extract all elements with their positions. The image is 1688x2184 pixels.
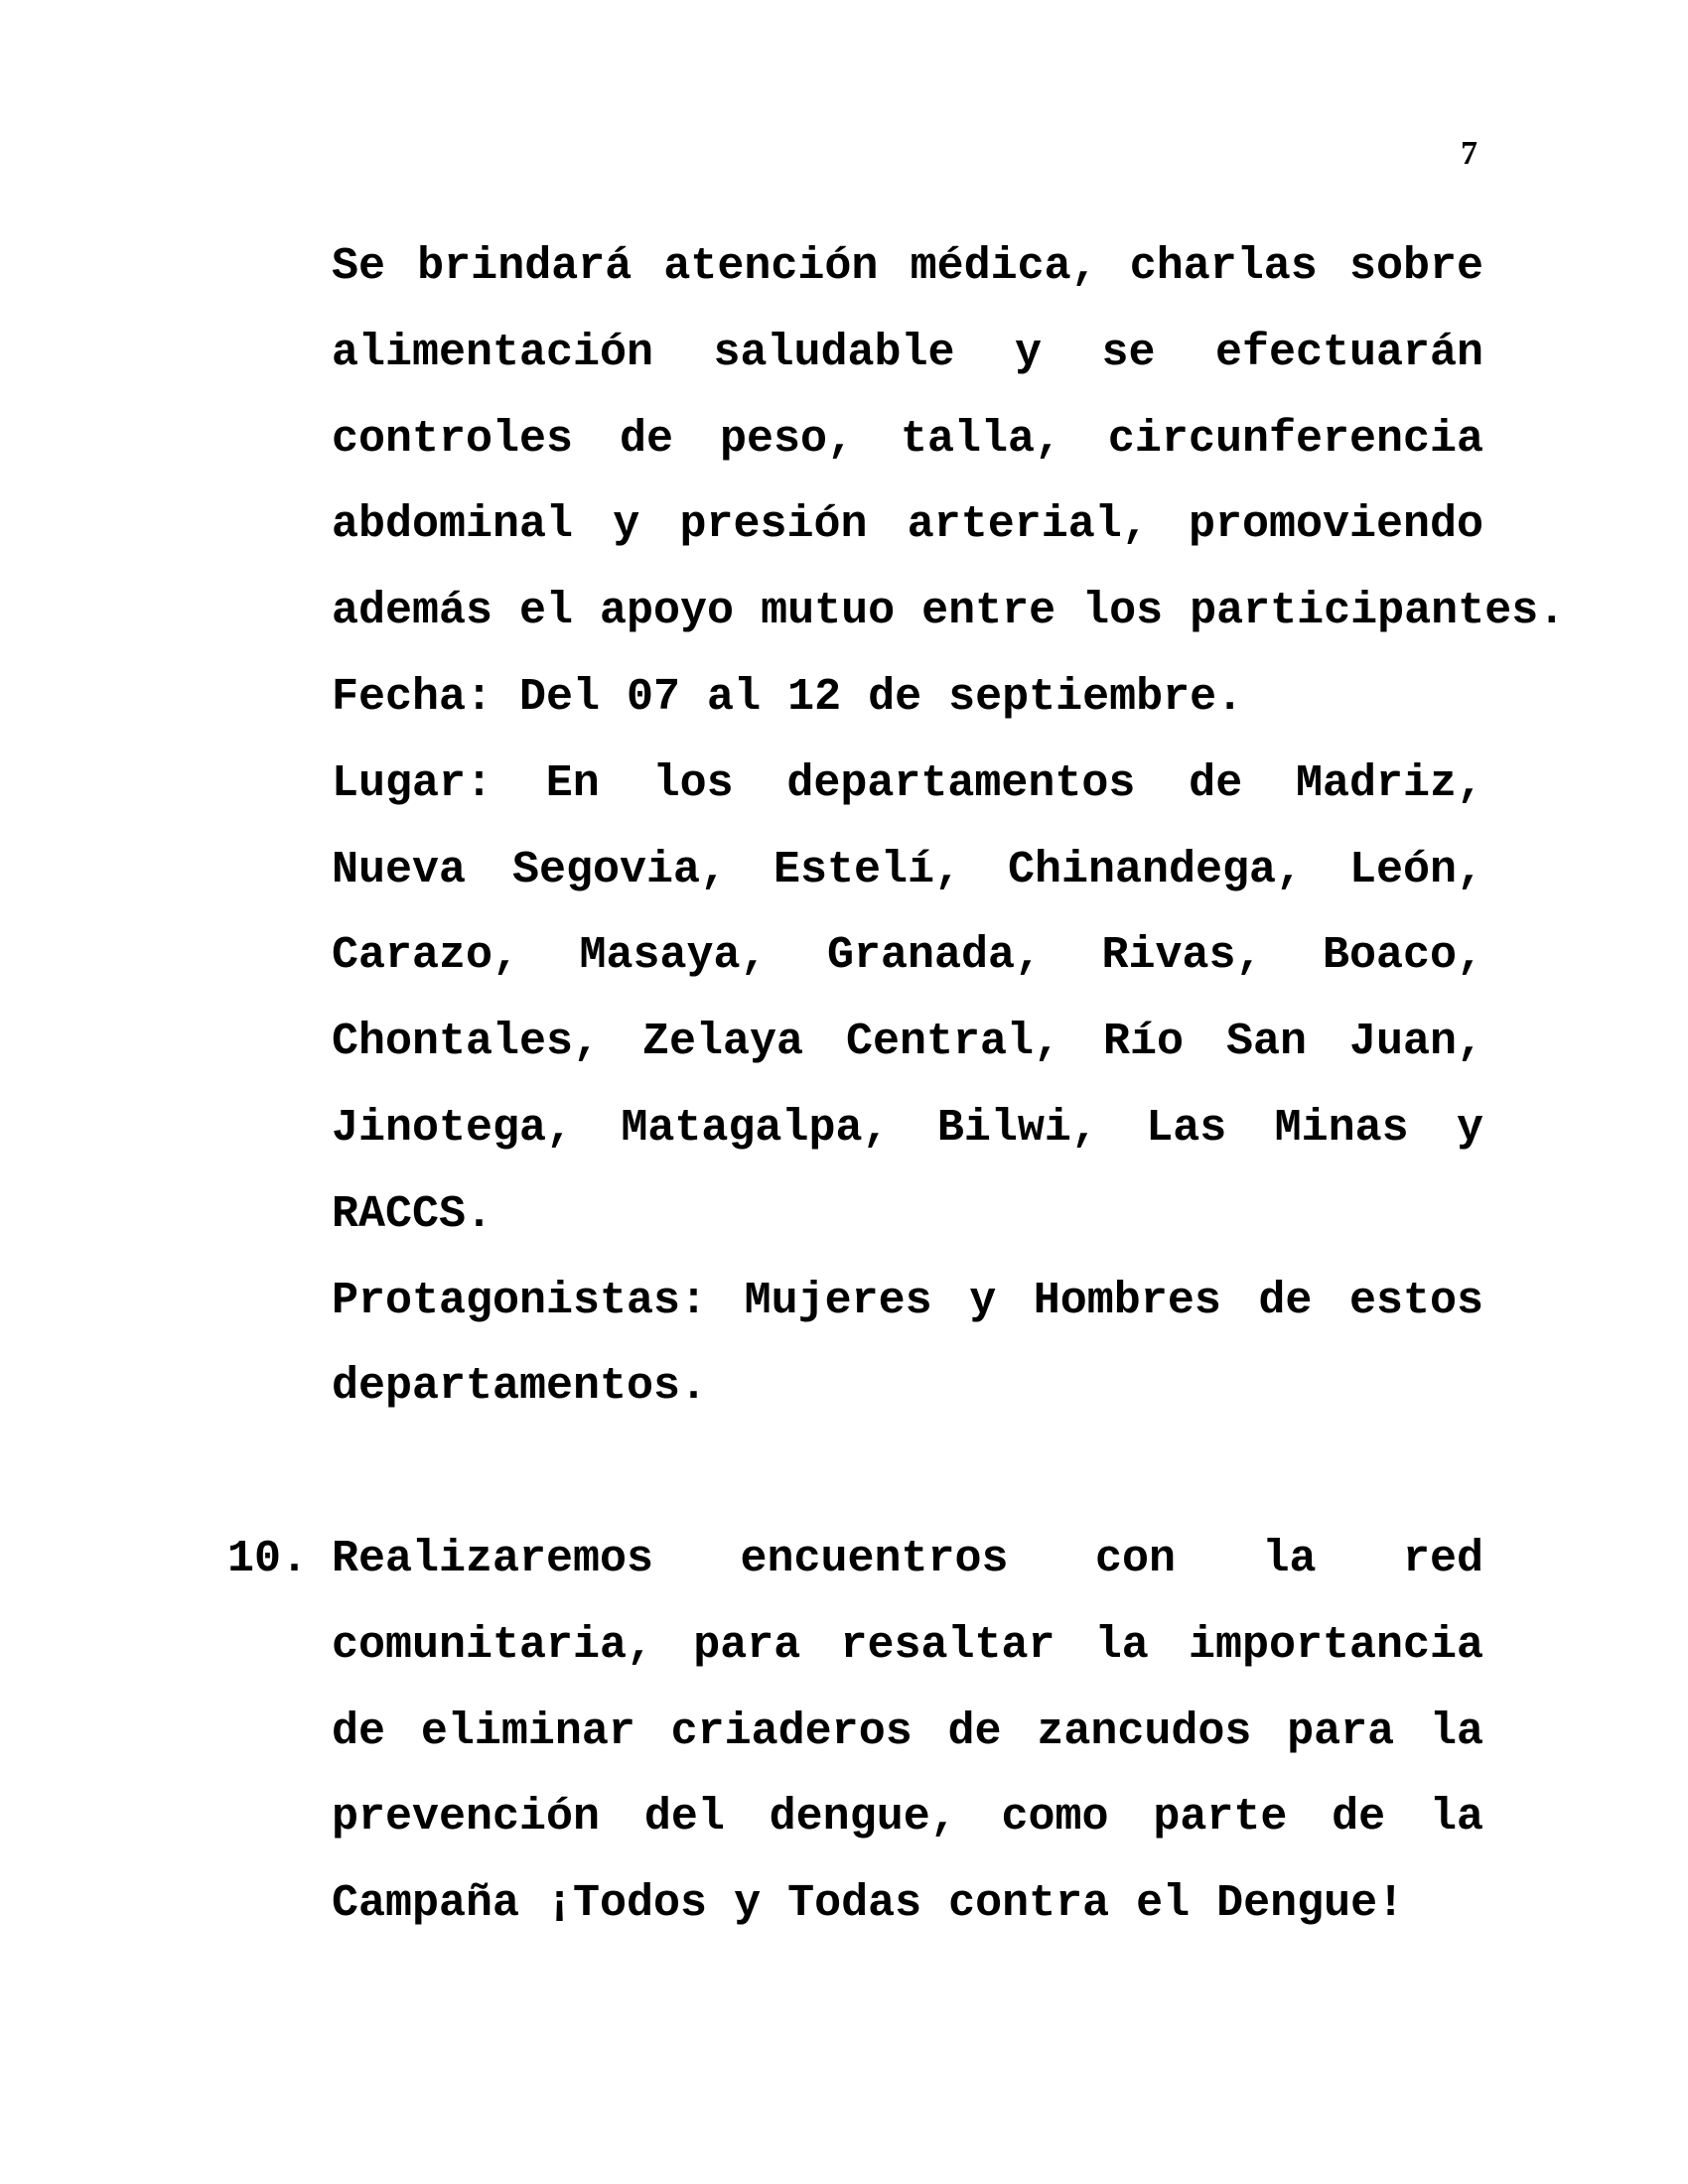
- protagonistas-line: Protagonistas: Mujeres y Hombres de estos: [332, 1275, 1483, 1326]
- paragraph-line: controles de peso, talla, circunferencia: [332, 413, 1483, 465]
- page-number: 7: [1461, 135, 1477, 172]
- list-item-line: comunitaria, para resaltar la importancia: [332, 1619, 1483, 1671]
- lugar-paragraph: [332, 742, 1483, 1259]
- paragraph-spacer: [332, 1431, 1483, 1517]
- paragraph-line: alimentación saludable y se efectuarán: [332, 327, 1483, 378]
- lugar-line: Lugar: En los departamentos de Madriz,: [332, 757, 1483, 809]
- list-item-line: Campaña ¡Todos y Todas contra el Dengue!: [332, 1878, 1405, 1930]
- lugar-line: RACCS.: [332, 1188, 493, 1240]
- lugar-line: Jinotega, Matagalpa, Bilwi, Las Minas y: [332, 1102, 1483, 1154]
- lugar-line: Carazo, Masaya, Granada, Rivas, Boaco,: [332, 930, 1483, 982]
- list-item-line: prevención del dengue, como parte de la: [332, 1792, 1483, 1843]
- protagonistas-line: departamentos.: [332, 1361, 708, 1413]
- protagonistas-paragraph: [332, 1259, 1483, 1432]
- list-item-number: 10.: [227, 1533, 309, 1584]
- lugar-line: Chontales, Zelaya Central, Río San Juan,: [332, 1017, 1483, 1068]
- list-item-10: [227, 1517, 1483, 1948]
- paragraph-atencion-medica: [332, 224, 1566, 655]
- paragraph-line: Se brindará atención médica, charlas sobre: [332, 241, 1483, 292]
- fecha-line: Fecha: Del 07 al 12 de septiembre.: [332, 671, 1244, 723]
- list-item-line: Realizaremos encuentros con la red: [332, 1533, 1483, 1584]
- paragraph-line: además el apoyo mutuo entre los participantes.: [332, 586, 1566, 637]
- paragraph-line: abdominal y presión arterial, promoviendo: [332, 499, 1483, 551]
- list-item-line: de eliminar criaderos de zancudos para la: [332, 1706, 1483, 1757]
- lugar-line: Nueva Segovia, Estelí, Chinandega, León,: [332, 844, 1483, 895]
- document-body: [227, 224, 1566, 1948]
